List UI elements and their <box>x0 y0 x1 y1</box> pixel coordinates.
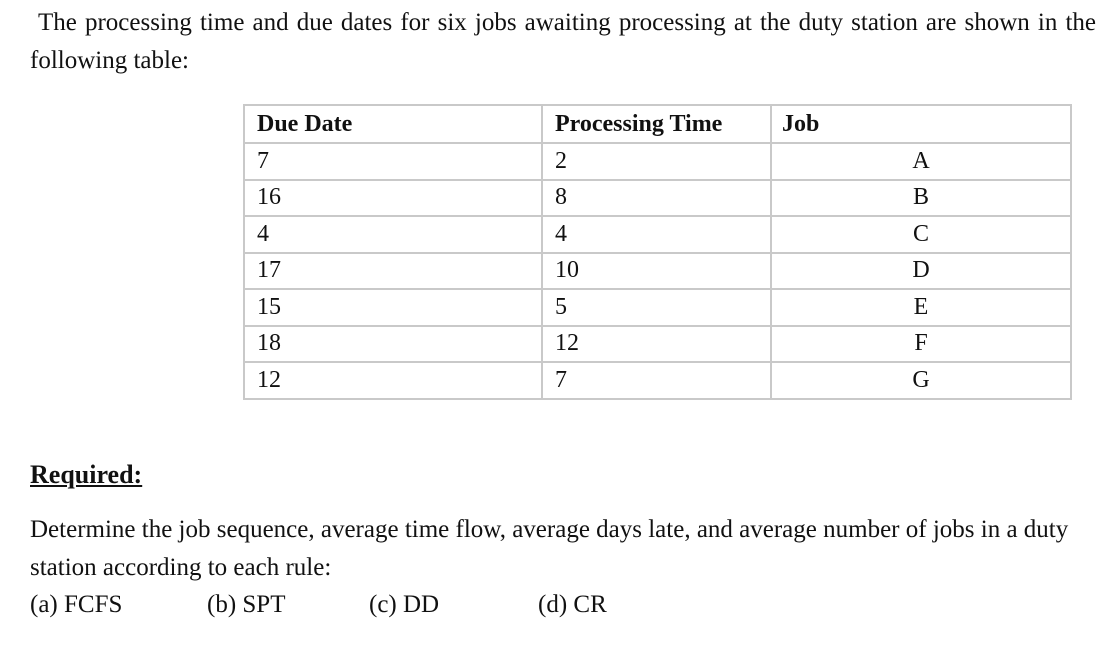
processing-time-cell: 5 <box>542 289 771 326</box>
processing-time-cell: 4 <box>542 216 771 253</box>
due-date-cell: 15 <box>244 289 542 326</box>
processing-time-cell: 10 <box>542 253 771 290</box>
due-date-cell: 17 <box>244 253 542 290</box>
jobs-table <box>243 104 1072 400</box>
header-due-date: Due Date <box>244 105 542 143</box>
required-heading: Required: <box>30 460 143 489</box>
job-cell: D <box>771 253 1071 290</box>
job-cell: A <box>771 143 1071 180</box>
table-row <box>244 180 1071 217</box>
due-date-cell: 18 <box>244 326 542 363</box>
due-date-cell: 7 <box>244 143 542 180</box>
job-cell: G <box>771 362 1071 399</box>
table-header-row <box>244 105 1071 143</box>
table-row <box>244 143 1071 180</box>
processing-time-cell: 2 <box>542 143 771 180</box>
option-cr: (d) CR <box>538 591 607 618</box>
required-instructions: Determine the job sequence, average time flow, average days late, and average number of jobs in a duty station according to each rule: <box>30 516 1069 581</box>
header-processing-time: Processing Time <box>542 105 771 143</box>
table-row <box>244 289 1071 326</box>
header-job: Job <box>771 105 1071 143</box>
option-spt: (b) SPT <box>207 591 286 618</box>
processing-time-cell: 12 <box>542 326 771 363</box>
option-dd: (c) DD <box>369 591 440 618</box>
processing-time-cell: 8 <box>542 180 771 217</box>
table-row <box>244 253 1071 290</box>
processing-time-cell: 7 <box>542 362 771 399</box>
intro-paragraph: The processing time and due dates for six jobs awaiting processing at the duty station are shown in the following table: <box>30 9 1096 74</box>
job-cell: F <box>771 326 1071 363</box>
due-date-cell: 12 <box>244 362 542 399</box>
table-row <box>244 216 1071 253</box>
table-row <box>244 326 1071 363</box>
option-fcfs: (a) FCFS <box>30 591 123 618</box>
job-cell: C <box>771 216 1071 253</box>
table-row <box>244 362 1071 399</box>
due-date-cell: 16 <box>244 180 542 217</box>
job-cell: E <box>771 289 1071 326</box>
job-cell: B <box>771 180 1071 217</box>
due-date-cell: 4 <box>244 216 542 253</box>
